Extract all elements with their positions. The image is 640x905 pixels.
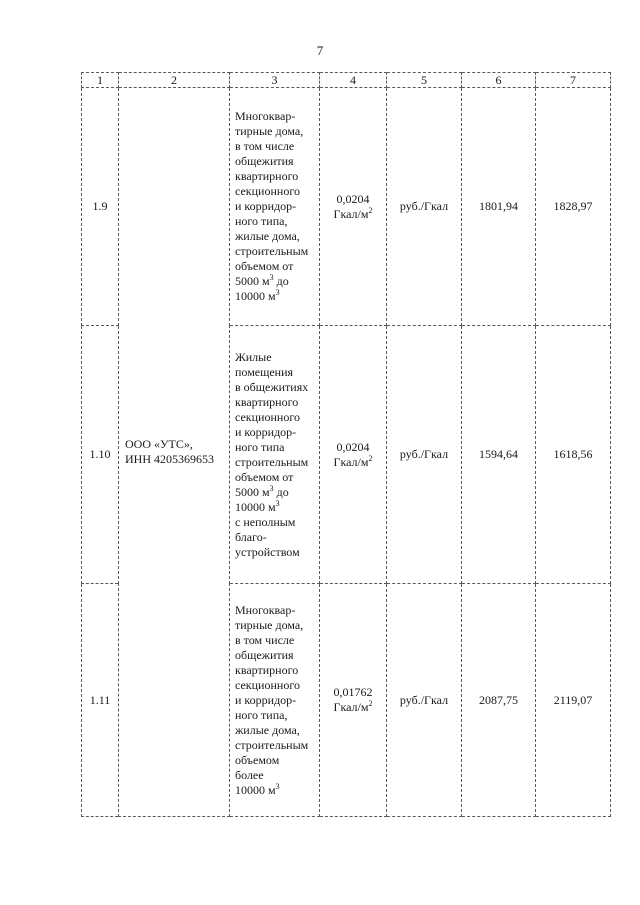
header-col-1: 1: [82, 73, 119, 88]
header-col-7: 7: [536, 73, 611, 88]
table-row: [82, 88, 611, 326]
norm-cell: 0,01762 Гкал/$м^2$: [320, 584, 387, 817]
consumer-category: Жилые помещения в общежитиях квартирного секционного и корридор- ного типа строительным объемом от 5000 $м^3$ до 10000 $м^3$ с неполным благо- устройством: [230, 326, 320, 584]
header-row: [82, 73, 611, 88]
unit-cell: руб./Гкал: [387, 326, 462, 584]
tariff-col-6: 2087,75: [462, 584, 536, 817]
header-col-2: 2: [119, 73, 230, 88]
unit-cell: руб./Гкал: [387, 88, 462, 326]
header-col-5: 5: [387, 73, 462, 88]
tariff-col-7: 1618,56: [536, 326, 611, 584]
organization-cell: [119, 88, 230, 817]
tariff-col-7: 1828,97: [536, 88, 611, 326]
row-number: 1.10: [82, 326, 119, 584]
tariff-col-7: 2119,07: [536, 584, 611, 817]
unit-cell: руб./Гкал: [387, 584, 462, 817]
consumer-category: Многоквар- тирные дома, в том числе общежития квартирного секционного и корридор- ного типа, жилые дома, строительным объемом от 5000 $м^3$ до 10000 $м^3$: [230, 88, 320, 326]
norm-cell: 0,0204 Гкал/$м^2$: [320, 326, 387, 584]
consumer-category: Многоквар- тирные дома, в том числе общежития квартирного секционного и корридор- ного типа, жилые дома, строительным объемом более 10000 $м^3$: [230, 584, 320, 817]
row-number: 1.11: [82, 584, 119, 817]
header-col-3: 3: [230, 73, 320, 88]
tariff-table: [81, 72, 611, 817]
header-col-4: 4: [320, 73, 387, 88]
tariff-col-6: 1594,64: [462, 326, 536, 584]
header-col-6: 6: [462, 73, 536, 88]
organization-inn: ИНН 4205369653: [125, 452, 214, 466]
page-number: 7: [316, 43, 324, 58]
row-number: 1.9: [82, 88, 119, 326]
organization-name: ООО «УТС»,: [125, 437, 193, 451]
tariff-col-6: 1801,94: [462, 88, 536, 326]
norm-cell: 0,0204 Гкал/$м^2$: [320, 88, 387, 326]
